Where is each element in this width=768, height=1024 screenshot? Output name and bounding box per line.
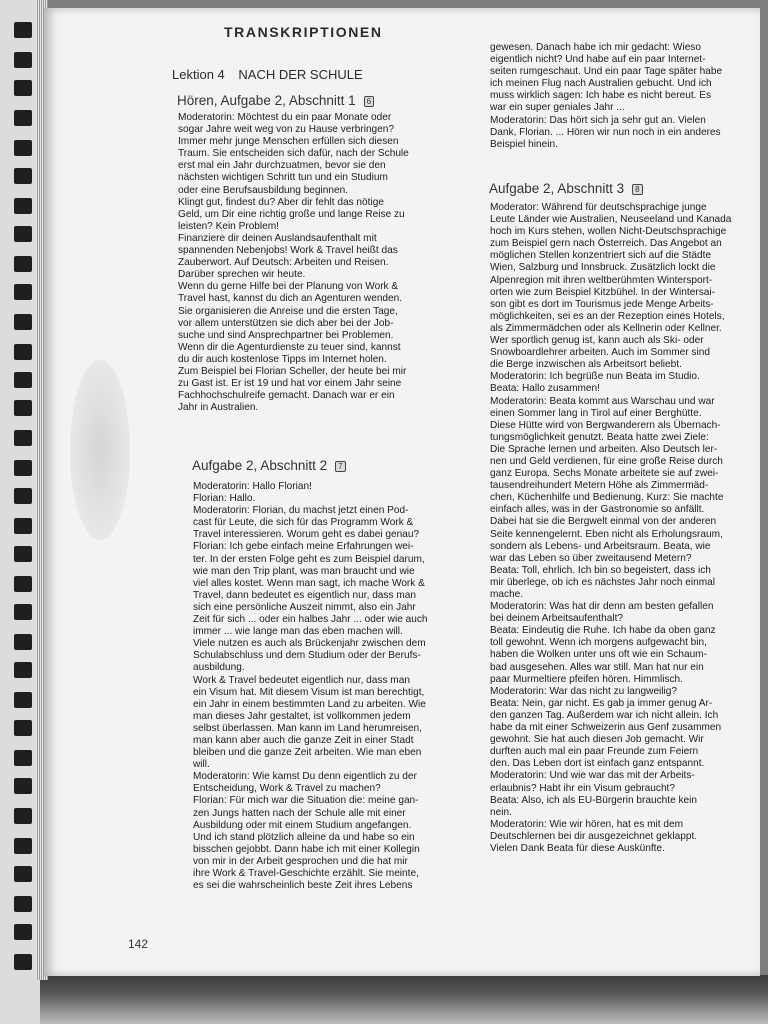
transcript-line: ich meinen Flug nach Australien gebucht. Und ich — [490, 78, 712, 90]
transcript-line: wie man den Trip plant, was man braucht und wie — [193, 565, 415, 577]
transcript-line: Beata: Also, ich als EU-Bürgerin brauchte kein — [490, 794, 698, 806]
transcript-line: Viele nutzen es auch als Brückenjahr zwischen dem — [193, 638, 426, 650]
transcript-line: Darüber sprechen wir heute. — [178, 269, 306, 281]
transcript-line: Die Sprache lernen und arbeiten. Also Deutsch ler- — [490, 443, 718, 455]
page-header: TRANSKRIPTIONEN — [224, 24, 383, 40]
transcript-line: den ganzen Tag. Außerdem war ich nicht allein. Ich — [490, 709, 719, 721]
binder-ring — [14, 662, 32, 678]
transcript-line: nein. — [490, 806, 512, 818]
transcript-line: Moderatorin: Hallo Florian! — [193, 481, 312, 492]
transcript-line: Moderator: Während für deutschsprachige junge — [490, 202, 707, 213]
transcript-line: zen Jungs hatten nach der Schule alle mit einer — [193, 807, 406, 819]
binder-ring — [14, 808, 32, 824]
binder-ring — [14, 110, 32, 126]
transcript-line: man kann aber auch die ganze Zeit in einer Stadt — [193, 734, 414, 746]
transcript-line: orten wie zum Beispiel Kitzbühel. In der Wintersai- — [490, 286, 715, 298]
transcript-line: Wien, Salzburg und Innsbruck. Zusätzlich lockt die — [490, 262, 716, 274]
transcript-line: Deutschlernen bei dir ausgezeichnet geklappt. — [490, 830, 698, 842]
transcript-line: man dieses Jahr gestaltet, ist vollkommen jedem — [193, 710, 411, 722]
lesson-title — [172, 67, 363, 82]
transcript-line: Moderatorin: Ich begrüße nun Beata im Studio. — [490, 371, 700, 383]
binder-ring — [14, 838, 32, 854]
transcript-line: Vielen Dank Beata für diese Auskünfte. — [490, 842, 665, 854]
transcript-line: Fachhochschulreife gemacht. Danach war er ein — [178, 390, 395, 402]
transcript-line: Seite kennengelernt. Eben nicht als Erholungsraum, — [490, 528, 723, 540]
binder-ring — [14, 604, 32, 620]
transcript-line: haben die Wolken unter uns oft wie ein Schaum- — [490, 649, 707, 661]
transcript-line: selbst überlassen. Man kann im Land herumreisen, — [193, 722, 422, 734]
transcript-line: ter. In der ersten Folge geht es zum Beispiel darum, — [193, 553, 425, 565]
transcript-line: ihre Work & Travel-Geschichte erzählt. Sie meinte, — [193, 868, 419, 879]
transcript-line: von mir in der Arbeit gesprochen und die hat mir — [193, 855, 408, 867]
transcript-line: Finanziere dir deinen Auslandsaufenthalt mit — [178, 232, 377, 244]
binder-ring — [14, 924, 32, 940]
transcript-line: du dir auch kostenlose Tipps im Internet holen. — [178, 353, 387, 365]
transcript-line: Geld, um Dir eine richtig große und lange Reise zu — [178, 208, 405, 220]
transcript-line: paar Murmeltiere pfeifen hören. Himmlisch. — [490, 673, 683, 685]
lesson-label: Lektion 4 — [172, 67, 225, 82]
binder-ring — [14, 372, 32, 388]
section-heading-3: Aufgabe 2, Abschnitt 3 8 — [489, 180, 643, 198]
transcript-line: möglichkeiten, sei es an der Rezeption eines Hotels, — [490, 310, 725, 322]
binder-ring — [14, 954, 32, 970]
transcript-line: zu Gast ist. Er ist 19 und hat vor einem Jahr seine — [178, 378, 402, 390]
transcript-line: mir überlege, ob ich es nächstes Jahr noch einmal — [490, 576, 715, 588]
transcript-line: Moderatorin: Wie wir hören, hat es mit dem — [490, 818, 683, 830]
transcript-line: seiten rumgeschaut. Und ein paar Tage später habe — [490, 66, 723, 78]
transcript-line: sogar Jahre weit weg von zu Hause verbringen? — [178, 124, 395, 136]
transcript-line: tungsmöglichkeit genutzt. Beata hatte zwei Ziele: — [490, 431, 709, 443]
binder-ring — [14, 80, 32, 96]
transcript-line: Moderatorin: Wie kamst Du denn eigentlich zu der — [193, 771, 417, 783]
transcript-line: zum Beispiel gern nach Österreich. Das Angebot an — [490, 238, 722, 250]
spiral-binding — [0, 0, 40, 1024]
transcript-line: Und ich stand plötzlich alleine da und habe so ein — [193, 831, 415, 843]
binder-ring — [14, 52, 32, 68]
section-heading-2: Aufgabe 2, Abschnitt 2 7 — [192, 457, 346, 475]
transcript-line: will. — [193, 759, 210, 771]
transcript-line: muss wirklich sagen: Ich habe es nicht bereut. Es — [490, 90, 712, 102]
binder-ring — [14, 692, 32, 708]
transcript-line: gewohnt. Sie hat auch diesen Job gemacht. Wir — [490, 734, 704, 746]
transcript-line: nen und Geld verdienen, für eine große Reise durch — [490, 455, 723, 467]
binder-ring — [14, 866, 32, 882]
binder-ring — [14, 546, 32, 562]
transcript-line: eigentlich nicht? Und habe auf ein paar Internet- — [490, 54, 706, 66]
transcript-line: als Zimmermädchen oder als Kellnerin oder Kellner. — [490, 322, 722, 334]
transcript-line: Moderatorin: Beata kommt aus Warschau und war — [490, 395, 715, 407]
transcript-line: Beata: Nein, gar nicht. Es gab ja immer genug Ar- — [490, 697, 713, 709]
transcript-line: Schulabschluss und dem Studium oder der Berufs- — [193, 650, 421, 662]
transcript-line: Moderatorin: Florian, du machst jetzt einen Pod- — [193, 505, 409, 517]
transcript-line: bisschen gejobbt. Dann habe ich mit einer Kollegin — [193, 843, 420, 855]
transcript-line: Wer sportlich genug ist, kann auch als Ski- oder — [490, 335, 704, 347]
transcript-section-1 — [178, 112, 468, 414]
transcript-line: Immer mehr junge Menschen erfüllen sich diesen — [178, 136, 399, 148]
transcript-line: son gibt es dort im Tourismus jede Menge Arbeits- — [490, 298, 714, 310]
transcript-line: Sie organisieren die Anreise und die ersten Tage, — [178, 305, 398, 317]
transcript-line: war das Leben so über zweitausend Metern? — [490, 552, 692, 564]
transcript-line: chen, Küchenhilfe und Bedienung. Kurz: Sie machte — [490, 492, 724, 504]
binder-ring — [14, 778, 32, 794]
cd-track-icon: 8 — [632, 184, 642, 195]
binder-ring — [14, 400, 32, 416]
transcript-line: die Berge inzwischen als Arbeitsort beliebt. — [490, 359, 682, 371]
transcript-line: Traum. Sie entscheiden sich dafür, nach der Schule — [178, 148, 409, 160]
transcript-line: einfach alles, was in der Gastronomie so anfällt. — [490, 504, 705, 516]
binder-ring — [14, 198, 32, 214]
transcript-line: einen Sommer lang in Tirol auf einer Berghütte. — [490, 407, 702, 419]
binder-ring — [14, 720, 32, 736]
section-heading-1: Hören, Aufgabe 2, Abschnitt 1 6 — [177, 92, 374, 110]
transcript-line: möglichen Stellen konzentriert sich auf die Städte — [490, 250, 712, 262]
transcript-line: Jahr in Australien. — [178, 402, 259, 414]
transcript-line: Klingt gut, findest du? Aber dir fehlt das nötige — [178, 196, 384, 208]
transcript-line: bei deinem Arbeitsaufenthalt? — [490, 613, 623, 625]
transcript-line: erlaubnis? Habt ihr ein Visum gebraucht? — [490, 782, 675, 794]
transcript-line: ganz Europa. Sechs Monate arbeitete sie auf zwei- — [490, 468, 719, 480]
transcript-line: Dabei hat sie die Bergwelt einmal von der anderen — [490, 516, 717, 528]
transcript-line: mache. — [490, 589, 524, 600]
scan-background-bottom — [0, 975, 768, 1024]
transcript-line: sondern als Lebens- und Arbeitsraum. Beata, wie — [490, 540, 711, 552]
binder-ring — [14, 284, 32, 300]
transcript-line: Wenn du gerne Hilfe bei der Planung von Work & — [178, 281, 399, 293]
transcript-line: Leute Länder wie Australien, Neuseeland und Kanada — [490, 214, 732, 226]
binder-ring — [14, 314, 32, 330]
transcript-line: durften auch mal ein paar Freunde zum Feiern — [490, 746, 699, 758]
transcript-line: Moderatorin: Möchtest du ein paar Monate oder — [178, 112, 392, 123]
transcript-line: Beata: Eindeutig die Ruhe. Ich habe da oben ganz — [490, 625, 716, 637]
transcript-line: es sei die wahrscheinlich beste Zeit ihres Lebens — [193, 880, 413, 892]
transcript-line: cast für Leute, die sich für das Programm Work & — [193, 517, 414, 529]
transcript-line: sich eine persönliche Auszeit nimmt, also ein Jahr — [193, 601, 416, 613]
binder-ring — [14, 634, 32, 650]
transcript-line: Travel, dann bedeutet es eigentlich nur, dass man — [193, 589, 416, 601]
transcript-section-2-continued — [490, 42, 752, 151]
binder-ring — [14, 256, 32, 272]
transcript-line: immer ... wie lange man das eben machen will. — [193, 626, 403, 638]
transcript-line: spannenden Nebenjobs! Work & Travel heißt das — [178, 245, 398, 257]
transcript-line: Beata: Hallo zusammen! — [490, 383, 600, 395]
transcript-line: hoch im Kurs stehen, wollen Nicht-Deutschsprachige — [490, 226, 727, 238]
transcript-line: Moderatorin: Was hat dir denn am besten gefallen — [490, 601, 714, 613]
transcript-line: viel alles kostet. Wenn man sagt, ich mache Work & — [193, 577, 425, 589]
transcript-line: Zum Beispiel bei Florian Scheller, der heute bei mir — [178, 365, 407, 377]
transcript-line: Snowboardlehrer arbeiten. Auch im Sommer sind — [490, 347, 710, 359]
transcript-line: Beata: Toll, ehrlich. Ich bin so begeistert, dass ich — [490, 564, 711, 576]
transcript-line: Alpenregion mit ihren weltberühmten Wintersport- — [490, 274, 713, 286]
transcript-line: Beispiel hinein. — [490, 138, 558, 150]
transcript-line: Travel interessieren. Worum geht es dabei genau? — [193, 529, 420, 541]
transcript-line: vor allem unterstützen sie dich aber bei der Job- — [178, 317, 394, 329]
scan-shadow — [70, 360, 130, 540]
binder-ring — [14, 488, 32, 504]
transcript-line: Florian: Ich gebe einfach meine Erfahrungen wei- — [193, 541, 414, 553]
transcript-line: Dank, Florian. ... Hören wir nun noch in ein anderes — [490, 126, 721, 138]
transcript-line: tausendreihundert Metern Höhe als Zimmermäd- — [490, 480, 709, 492]
transcript-line: Ausbildung oder mit einem Studium angefangen. — [193, 819, 412, 831]
transcript-line: bad ausgesehen. Alles war still. Man hat nur ein — [490, 661, 704, 673]
binder-ring — [14, 576, 32, 592]
transcript-line: Moderatorin: War das nicht zu langweilig? — [490, 685, 678, 697]
binder-ring — [14, 750, 32, 766]
transcript-section-2 — [193, 481, 468, 892]
binder-ring — [14, 460, 32, 476]
page-number: 142 — [128, 937, 149, 951]
transcript-line: Florian: Für mich war die Situation die: meine gan- — [193, 795, 419, 807]
cd-track-icon: 6 — [364, 96, 374, 107]
binder-ring — [14, 344, 32, 360]
transcript-line: leisten? Kein Problem! — [178, 220, 279, 232]
transcript-line: bleiben und die ganze Zeit arbeiten. Wie man eben — [193, 747, 422, 759]
transcript-line: Zauberwort. Auf Deutsch: Arbeiten und Reisen. — [178, 257, 389, 269]
binder-ring — [14, 226, 32, 242]
transcript-line: Zeit für sich ... oder ein halbes Jahr ... oder wie auch — [193, 614, 428, 626]
transcript-line: gewesen. Danach habe ich mir gedacht: Wieso — [490, 42, 701, 53]
binder-ring — [14, 518, 32, 534]
transcript-line: ein Jahr in einem bestimmten Land zu arbeiten. Wie — [193, 698, 426, 710]
lesson-topic: NACH DER SCHULE — [238, 67, 363, 82]
transcript-line: ausbildung. — [193, 662, 245, 674]
transcript-line: habe da mit einer Schweizerin aus Genf zusammen — [490, 722, 722, 734]
binder-ring — [14, 168, 32, 184]
transcript-line: Moderatorin: Das hört sich ja sehr gut an. Vielen — [490, 114, 706, 126]
transcript-line: Work & Travel bedeutet eigentlich nur, dass man — [193, 674, 410, 686]
transcript-line: Moderatorin: Und wie war das mit der Arbeits- — [490, 770, 695, 782]
transcript-line: Travel hast, kannst du dich an Agenturen wenden. — [178, 293, 403, 305]
transcript-line: nächsten wichtigen Schritt tun und ein Studium — [178, 172, 388, 184]
binder-ring — [14, 430, 32, 446]
transcript-line: den. Das Leben dort ist einfach ganz entspannt. — [490, 758, 705, 770]
transcript-line: toll gewohnt. Wenn ich morgens aufgewacht bin, — [490, 637, 707, 649]
transcript-section-3 — [490, 202, 752, 855]
transcript-line: oder eine Berufsausbildung beginnen. — [178, 184, 349, 196]
cd-track-icon: 7 — [335, 461, 345, 472]
transcript-line: Entscheidung, Work & Travel zu machen? — [193, 783, 381, 795]
binder-ring — [14, 896, 32, 912]
transcript-line: Florian: Hallo. — [193, 493, 256, 505]
transcript-line: war ein super geniales Jahr ... — [490, 102, 625, 114]
transcript-line: suche und sind Ansprechpartner bei Problemen. — [178, 329, 394, 341]
transcript-line: erst mal ein Jahr durchzuatmen, bevor sie den — [178, 160, 386, 172]
transcript-line: ein Visum hat. Mit diesem Visum ist man berechtigt, — [193, 686, 425, 698]
binder-ring — [14, 140, 32, 156]
binder-ring — [14, 22, 32, 38]
transcript-line: Diese Hütte wird von Bergwanderern als Übernach- — [490, 419, 721, 431]
transcript-line: Wenn dir die Agenturdienste zu teuer sind, kannst — [178, 341, 401, 353]
